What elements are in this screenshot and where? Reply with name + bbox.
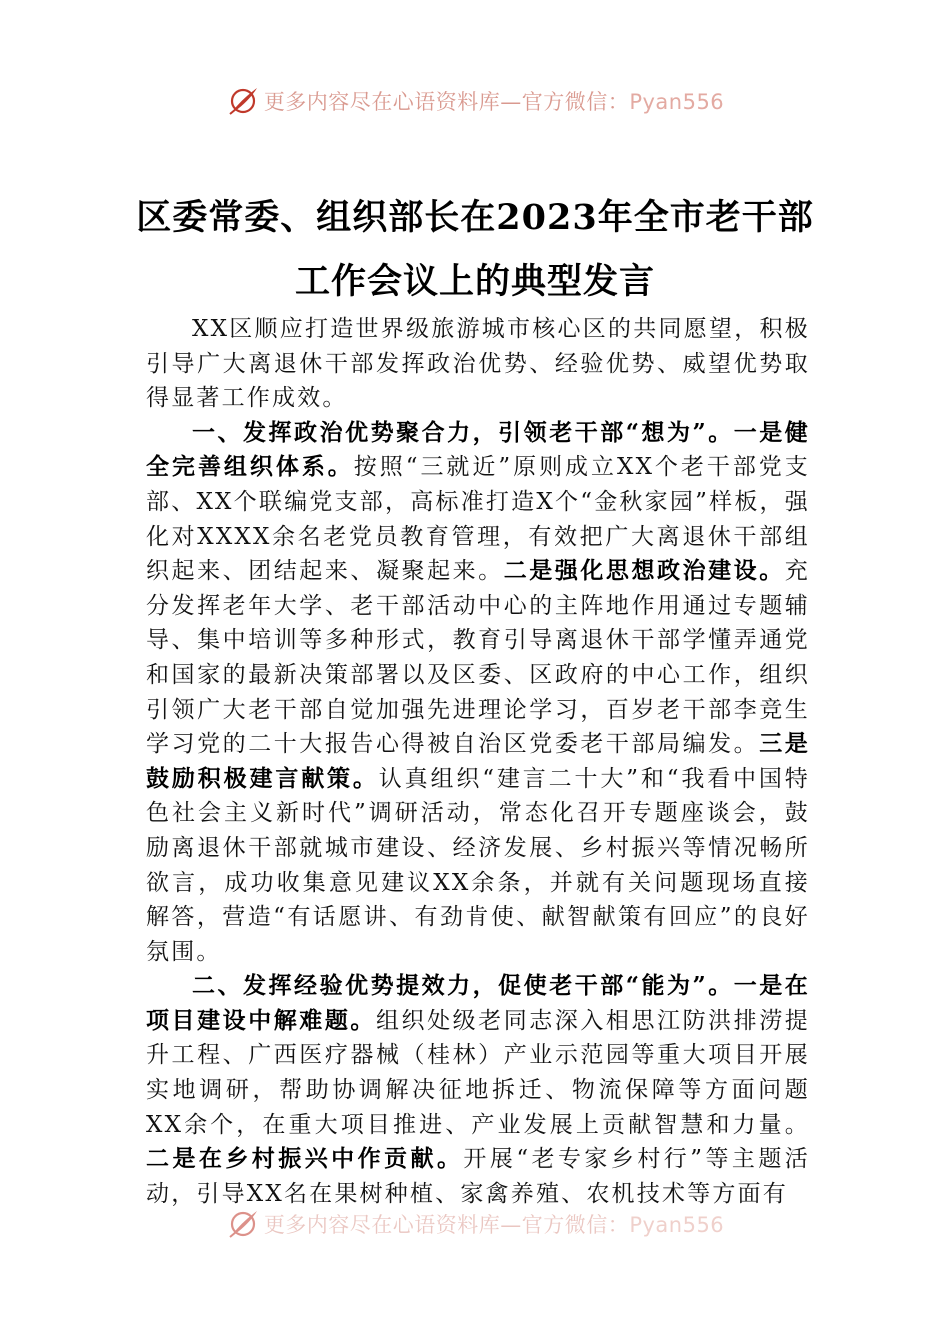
quill-logo-icon [226,1207,260,1241]
section-one-point-3-title: 三是鼓励积极建言献策。 [146,730,810,792]
section-two-paragraph [146,969,810,1211]
watermark-text [264,1209,724,1239]
section-one-point-2-text: 充分发挥老年大学、老干部活动中心的主阵地作用通过专题辅导、集中培训等多种形式，教育引导离退休干部学懂弄通党和国家的最新决策部署以及区委、区政府的中心工作，组织引领广大老干部自觉加强先进理论学习，百岁老干部李竞生学习党的二十大报告心得被自治区党委老干部局编发。 [146,558,810,758]
section-one-point-2-title: 二是强化思想政治建设。 [503,557,785,585]
watermark-id: Pyan556 [629,90,725,114]
section-one-point-1-title: 一是健全完善组织体系。 [146,418,810,481]
watermark-text [264,86,724,116]
watermark-main: 更多内容尽在心语资料库—官方微信： [263,1213,630,1237]
section-one-point-1-text: 按照“三就近”原则成立XX个老干部党支部、XX个联编党支部，高标准打造X个“金秋家园”样板，强化对XXXX余名老党员教育管理，有效把广大离退休干部组织起来、团结起来、凝聚起来。 [146,454,810,585]
section-two-heading: 二、发挥经验优势提效力，促使老干部“能为”。 [192,972,734,1000]
section-two-point-2-text: 开展“老专家乡村行”等主题活动，引导XX名在果树种植、家禽养殖、农机技术等方面有 [146,1146,810,1207]
document-title-line-1: 区委常委、组织部长在2023年全市老干部 [136,197,814,238]
watermark-main: 更多内容尽在心语资料库—官方微信： [263,90,630,114]
quill-logo-icon [226,84,260,118]
intro-paragraph: XX区顺应打造世界级旅游城市核心区的共同愿望，积极引导广大离退休干部发挥政治优势、经验优势、威望优势取得显著工作成效。 [146,316,810,412]
document-body [146,312,810,1211]
section-two-point-1-text: 组织处级老同志深入相思江防洪排涝提升工程、广西医疗器械（桂林）产业示范园等重大项目开展实地调研，帮助协调解决征地拆迁、物流保障等方面问题XX余个，在重大项目推进、产业发展上贡献智慧和力量。 [146,1007,810,1138]
watermark-footer [0,1207,950,1241]
section-one-paragraph [146,416,810,970]
section-one-point-3-text: 认真组织“建言二十大”和“我看中国特色社会主义新时代”调研活动，常态化召开专题座谈会，鼓励离退休干部就城市建设、经济发展、乡村振兴等情况畅所欲言，成功收集意见建议XX余条，并就有关问题现场直接解答，营造“有话愿讲、有劲肯使、献智献策有回应”的良好氛围。 [146,765,810,965]
document-title-line-2: 工作会议上的典型发言 [294,261,655,302]
watermark-id: Pyan556 [629,1213,725,1237]
watermark-header [0,84,950,118]
section-two-point-1-title: 一是在项目建设中解难题。 [146,972,810,1034]
section-one-heading: 一、发挥政治优势聚合力，引领老干部“想为”。 [192,418,734,446]
section-two-point-2-title: 二是在乡村振兴中作贡献。 [146,1145,464,1173]
